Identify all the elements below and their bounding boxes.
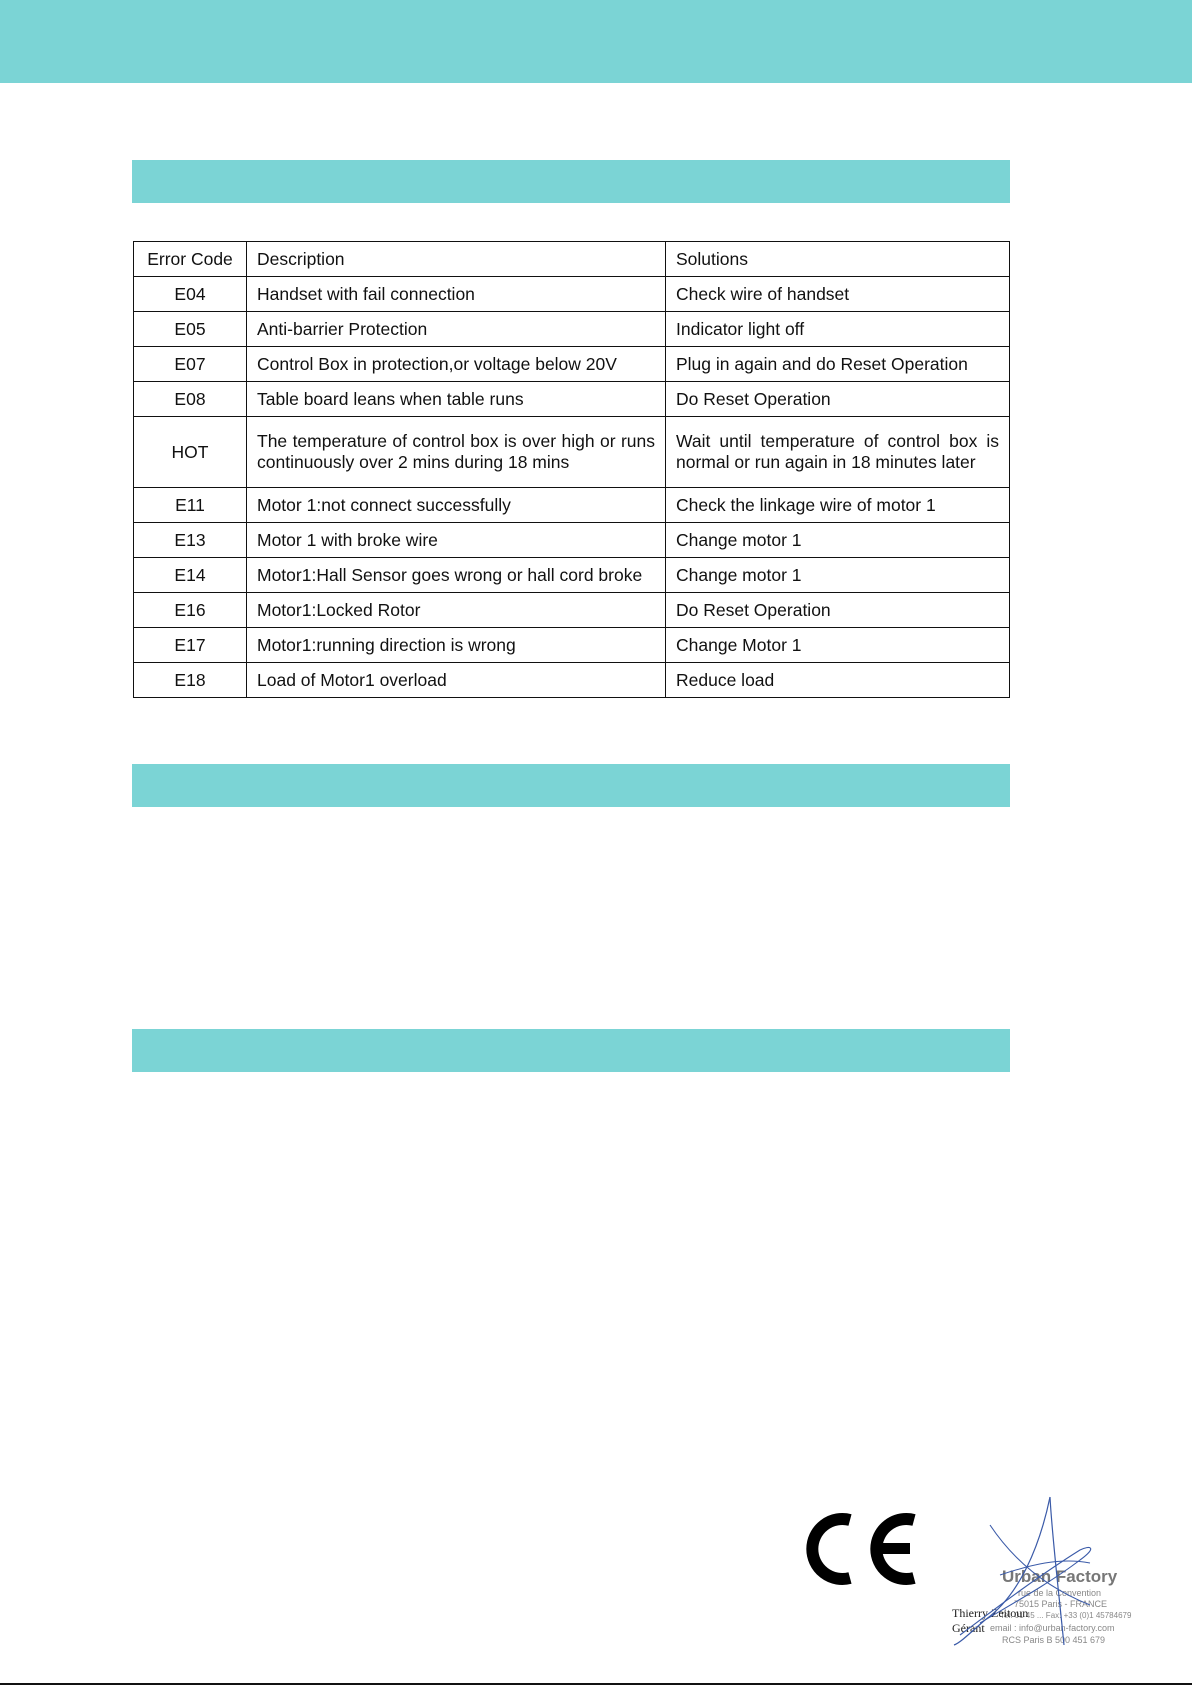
- solution-cell: Change motor 1: [666, 558, 1010, 593]
- stamp-rcs: RCS Paris B 500 451 679: [1002, 1635, 1106, 1645]
- solution-cell: Plug in again and do Reset Operation: [666, 347, 1010, 382]
- description-cell: Motor 1 with broke wire: [247, 523, 666, 558]
- description-cell: Control Box in protection,or voltage below 20V: [247, 347, 666, 382]
- error-code-cell: E14: [134, 558, 247, 593]
- description-cell: Handset with fail connection: [247, 277, 666, 312]
- solution-cell: Check wire of handset: [666, 277, 1010, 312]
- signer-title: Gérant: [952, 1621, 985, 1635]
- error-code-cell: E13: [134, 523, 247, 558]
- description-cell: Motor 1:not connect successfully: [247, 488, 666, 523]
- solution-cell: Do Reset Operation: [666, 382, 1010, 417]
- stamp-street: rue de la Convention: [1018, 1588, 1102, 1598]
- table-row: [134, 628, 1010, 663]
- section-bar-3: [132, 1029, 1010, 1072]
- error-code-cell: E07: [134, 347, 247, 382]
- solution-cell: Change Motor 1: [666, 628, 1010, 663]
- description-cell: Load of Motor1 overload: [247, 663, 666, 698]
- header-error-code: Error Code: [134, 242, 247, 277]
- table-row: [134, 417, 1010, 488]
- description-cell: Motor1:Locked Rotor: [247, 593, 666, 628]
- table-row: [134, 277, 1010, 312]
- table-row: [134, 312, 1010, 347]
- description-cell: Table board leans when table runs: [247, 382, 666, 417]
- solution-cell: Do Reset Operation: [666, 593, 1010, 628]
- section-bar-error-codes: [132, 160, 1010, 203]
- signature-icon: [940, 1495, 1160, 1655]
- solution-cell: Change motor 1: [666, 523, 1010, 558]
- table-header-row: [134, 242, 1010, 277]
- table-row: [134, 488, 1010, 523]
- solution-cell: Wait until temperature of control box is normal or run again in 18 minutes later: [666, 417, 1010, 488]
- stamp-city: 75015 Paris - FRANCE: [1014, 1599, 1108, 1609]
- stamp-phone-fax: Tel: 01 45 ... Fax: +33 (0)1 45784679: [1000, 1611, 1132, 1620]
- header-description: Description: [247, 242, 666, 277]
- error-code-cell: E08: [134, 382, 247, 417]
- company-stamp: [940, 1495, 1160, 1655]
- description-cell: Motor1:running direction is wrong: [247, 628, 666, 663]
- solution-cell: Check the linkage wire of motor 1: [666, 488, 1010, 523]
- description-cell: Motor1:Hall Sensor goes wrong or hall cord broke: [247, 558, 666, 593]
- table-row: [134, 347, 1010, 382]
- header-band: [0, 0, 1192, 83]
- error-code-cell: E11: [134, 488, 247, 523]
- error-code-cell: E16: [134, 593, 247, 628]
- error-code-cell: E04: [134, 277, 247, 312]
- error-code-cell: HOT: [134, 417, 247, 488]
- solution-cell: Reduce load: [666, 663, 1010, 698]
- error-code-cell: E18: [134, 663, 247, 698]
- signer-name: Thierry Zeitoun: [952, 1606, 1029, 1620]
- description-cell: The temperature of control box is over high or runs continuously over 2 mins during 18 mins: [247, 417, 666, 488]
- header-solutions: Solutions: [666, 242, 1010, 277]
- table-row: [134, 558, 1010, 593]
- stamp-email: email : info@urban-factory.com: [990, 1623, 1115, 1633]
- solution-cell: Indicator light off: [666, 312, 1010, 347]
- ce-mark-icon: [806, 1508, 920, 1590]
- stamp-company: Urban Factory: [1002, 1567, 1118, 1586]
- error-code-table: [133, 241, 1010, 698]
- section-bar-2: [132, 764, 1010, 807]
- error-code-cell: E17: [134, 628, 247, 663]
- description-cell: Anti-barrier Protection: [247, 312, 666, 347]
- table-row: [134, 593, 1010, 628]
- table-row: [134, 663, 1010, 698]
- error-code-cell: E05: [134, 312, 247, 347]
- table-row: [134, 382, 1010, 417]
- table-row: [134, 523, 1010, 558]
